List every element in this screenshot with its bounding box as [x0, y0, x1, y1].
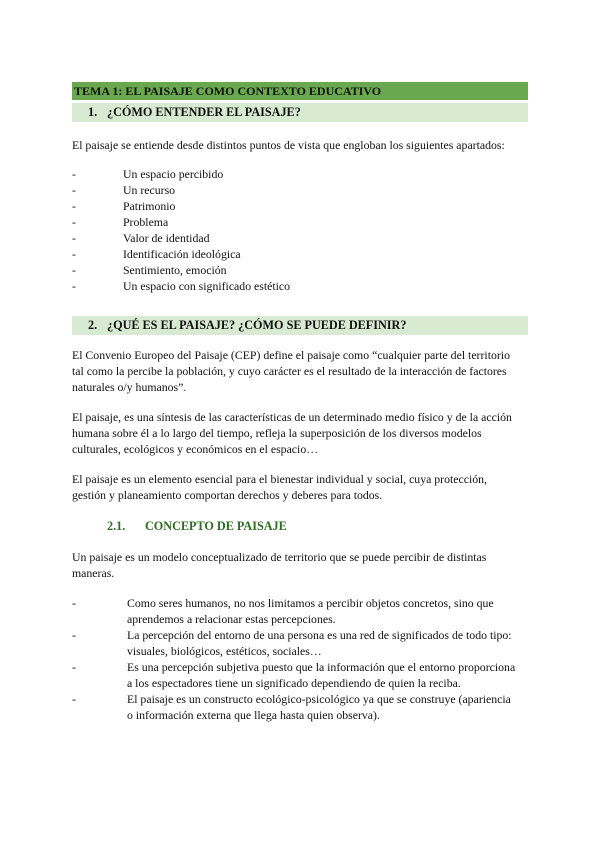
document-page [72, 82, 528, 723]
main-heading: TEMA 1: EL PAISAJE COMO CONTEXTO EDUCATIVO [72, 82, 528, 100]
list-item: - Sentimiento, emoción [72, 263, 227, 277]
section-2-paragraph-1: El Convenio Europeo del Paisaje (CEP) define el paisaje como “cualquier parte del territorio tal como la percibe la población, y cuyo carácter es el resultado de la interacción de factores naturales o/y humanos”. [72, 348, 510, 394]
section-2-paragraph-3: El paisaje es un elemento esencial para el bienestar individual y social, cuya protección, gestión y planeamiento comportan derechos y deberes para todos. [72, 472, 488, 502]
list-item: - El paisaje es un constructo ecológico-psicológico ya que se construye (apariencia o información externa que llega hasta quien observa). [72, 692, 511, 722]
section-1-number: 1. [88, 105, 98, 119]
list-item: - Como seres humanos, no nos limitamos a percibir objetos concretos, sino que aprendemos a relacionar estas percepciones. [72, 596, 494, 626]
subsection-2-1-heading [72, 518, 528, 534]
list-item: - Identificación ideológica [72, 247, 241, 261]
section-2-heading [72, 316, 528, 335]
section-2-paragraph-2: El paisaje, es una síntesis de las características de un determinado medio físico y de la acción humana sobre él a lo largo del tiempo, refleja la superposición de los diversos modelos culturales, ecológicos y económicos en el espacio… [72, 410, 512, 456]
list-item: - Patrimonio [72, 199, 176, 213]
section-2-number: 2. [88, 318, 98, 332]
subsection-2-1-list [72, 595, 528, 723]
section-2-title: ¿QUÉ ES EL PAISAJE? ¿CÓMO SE PUEDE DEFINIR? [107, 318, 407, 332]
section-1-title: ¿CÓMO ENTENDER EL PAISAJE? [107, 105, 301, 119]
list-item: - Un recurso [72, 183, 176, 197]
list-item: - Valor de identidad [72, 231, 210, 245]
subsection-2-1-number: 2.1. [107, 519, 126, 533]
subsection-2-1-intro: Un paisaje es un modelo conceptualizado de territorio que se puede percibir de distintas maneras. [72, 550, 487, 580]
list-item: - La percepción del entorno de una persona es una red de significados de todo tipo: visuales, biológicos, estéticos, sociales… [72, 628, 512, 658]
subsection-2-1-title: CONCEPTO DE PAISAJE [145, 519, 287, 533]
section-1-heading [72, 103, 528, 122]
list-item: - Problema [72, 215, 169, 229]
list-item: - Un espacio con significado estético [72, 279, 291, 293]
list-item: - Es una percepción subjetiva puesto que la información que el entorno proporciona a los espectadores tiene un significado dependiendo de quien la reciba. [72, 660, 516, 690]
section-1-intro: El paisaje se entiende desde distintos puntos de vista que engloban los siguientes apartados: [72, 138, 505, 152]
section-1-list [72, 166, 528, 294]
list-item: - Un espacio percibido [72, 167, 224, 181]
